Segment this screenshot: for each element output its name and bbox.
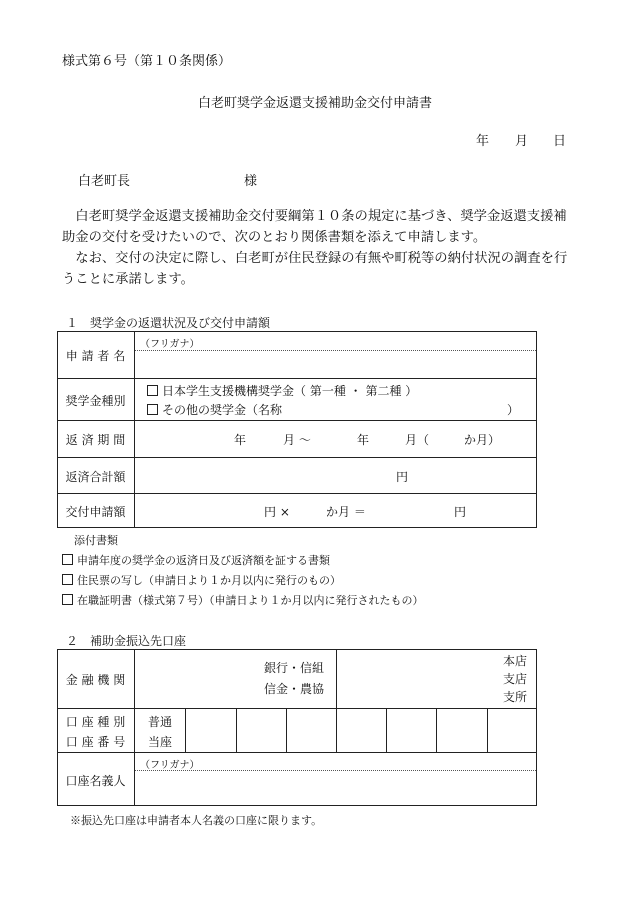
checkbox-icon[interactable]: [62, 594, 73, 605]
form-number: 様式第６号（第１０条関係）: [62, 54, 232, 69]
period-end-month: 月（: [405, 433, 430, 447]
period-start-year: 年: [234, 433, 247, 447]
branch-name-field[interactable]: [338, 651, 498, 706]
account-type-ordinary[interactable]: 普通: [148, 715, 173, 729]
attachment-item-text: 申請年度の奨学金の返済日及び返済額を証する書類: [77, 554, 330, 567]
digit-divider: [336, 708, 337, 752]
table-column-divider: [134, 649, 135, 806]
applicant-furigana-label: （フリガナ）: [140, 339, 200, 350]
attachment-item[interactable]: [62, 592, 424, 608]
account-type-current[interactable]: 当座: [148, 735, 173, 749]
scholarship-option-jasso-text: 日本学生支援機構奨学金（ 第一種 ・ 第二種 ）: [162, 384, 418, 398]
table-row-divider: [57, 752, 537, 753]
scholarship-option-jasso[interactable]: [147, 382, 417, 399]
section1-heading: １ 奨学金の返還状況及び交付申請額: [66, 316, 271, 330]
body-paragraph-2: なお、交付の決定に際し、白老町が住民登録の有無や町税等の納付状況の調査を行うことに承諾します。: [62, 251, 568, 287]
checkbox-icon[interactable]: [62, 574, 73, 585]
request-yen-per-month: 円 ×: [264, 505, 290, 519]
table-column-divider: [134, 331, 135, 528]
addressee-honorific: 様: [244, 174, 258, 189]
date-month: 月: [515, 134, 529, 149]
request-months: か月 ＝: [326, 505, 366, 519]
furigana-divider: [135, 350, 536, 351]
account-note: ※振込先口座は申請者本人名義の口座に限ります。: [70, 814, 323, 827]
attachment-item[interactable]: [62, 552, 330, 568]
account-type-label: 口 座 種 別: [65, 715, 126, 729]
branch-type-3: 支所: [503, 690, 528, 704]
repayment-total-unit: 円: [396, 470, 409, 484]
repayment-total-label: 返済合計額: [65, 470, 126, 484]
bank-label: 金 融 機 関: [65, 673, 126, 687]
request-amount-label: 交付申請額: [65, 505, 126, 519]
body-paragraph-1: 白老町奨学金返還支援補助金交付要綱第１０条の規定に基づき、奨学金返還支援補助金の交付を受けたいので、次のとおり関係書類を添えて申請します。: [62, 209, 567, 245]
applicant-name-field[interactable]: [136, 352, 535, 377]
account-holder-label: 口座名義人: [65, 774, 126, 788]
table-row-divider: [57, 708, 537, 709]
bank-branch-divider: [336, 649, 337, 708]
digit-divider: [185, 708, 186, 752]
digit-divider: [236, 708, 237, 752]
scholarship-type-label: 奨学金種別: [65, 394, 126, 408]
checkbox-icon[interactable]: [62, 554, 73, 565]
body-text: [62, 206, 570, 290]
scholarship-option-other-text: その他の奨学金（名称: [162, 403, 283, 417]
repayment-period-label: 返 済 期 間: [65, 433, 126, 447]
digit-divider: [286, 708, 287, 752]
checkbox-icon[interactable]: [147, 385, 158, 396]
date-day: 日: [553, 134, 567, 149]
attachment-item[interactable]: [62, 572, 341, 588]
attachments-heading: 添付書類: [74, 534, 118, 547]
bank-type-1: 銀行・信組: [264, 661, 325, 675]
section2-heading: ２ 補助金振込先口座: [66, 634, 187, 648]
digit-divider: [436, 708, 437, 752]
attachment-item-text: 住民票の写し（申請日より１か月以内に発行のもの）: [77, 574, 341, 587]
table-row-divider: [57, 457, 537, 458]
checkbox-icon[interactable]: [147, 404, 158, 415]
digit-divider: [487, 708, 488, 752]
bank-type-2: 信金・農協: [264, 682, 325, 696]
table-row-divider: [57, 420, 537, 421]
table-row-divider: [57, 493, 537, 494]
account-holder-field[interactable]: [136, 772, 535, 804]
attachment-item-text: 在職証明書（様式第７号）（申請日より１か月以内に発行されたもの）: [77, 594, 424, 607]
period-months: か月）: [464, 433, 501, 447]
scholarship-option-other[interactable]: [147, 401, 282, 418]
branch-type-1: 本店: [503, 654, 528, 668]
document-title: 白老町奨学金返還支援補助金交付申請書: [197, 96, 432, 111]
period-end-year: 年: [357, 433, 370, 447]
request-yen-total: 円: [454, 505, 467, 519]
period-start-month: 月 ～: [283, 433, 311, 447]
holder-furigana-label: （フリガナ）: [140, 760, 200, 771]
branch-type-2: 支店: [503, 672, 528, 686]
bank-name-field[interactable]: [136, 651, 335, 706]
account-number-label: 口 座 番 号: [65, 735, 126, 749]
digit-divider: [386, 708, 387, 752]
scholarship-other-close: ）: [507, 403, 520, 417]
addressee: 白老町長: [78, 174, 131, 189]
date-year: 年: [476, 134, 490, 149]
applicant-name-label: 申 請 者 名: [65, 349, 126, 363]
table-row-divider: [57, 378, 537, 379]
